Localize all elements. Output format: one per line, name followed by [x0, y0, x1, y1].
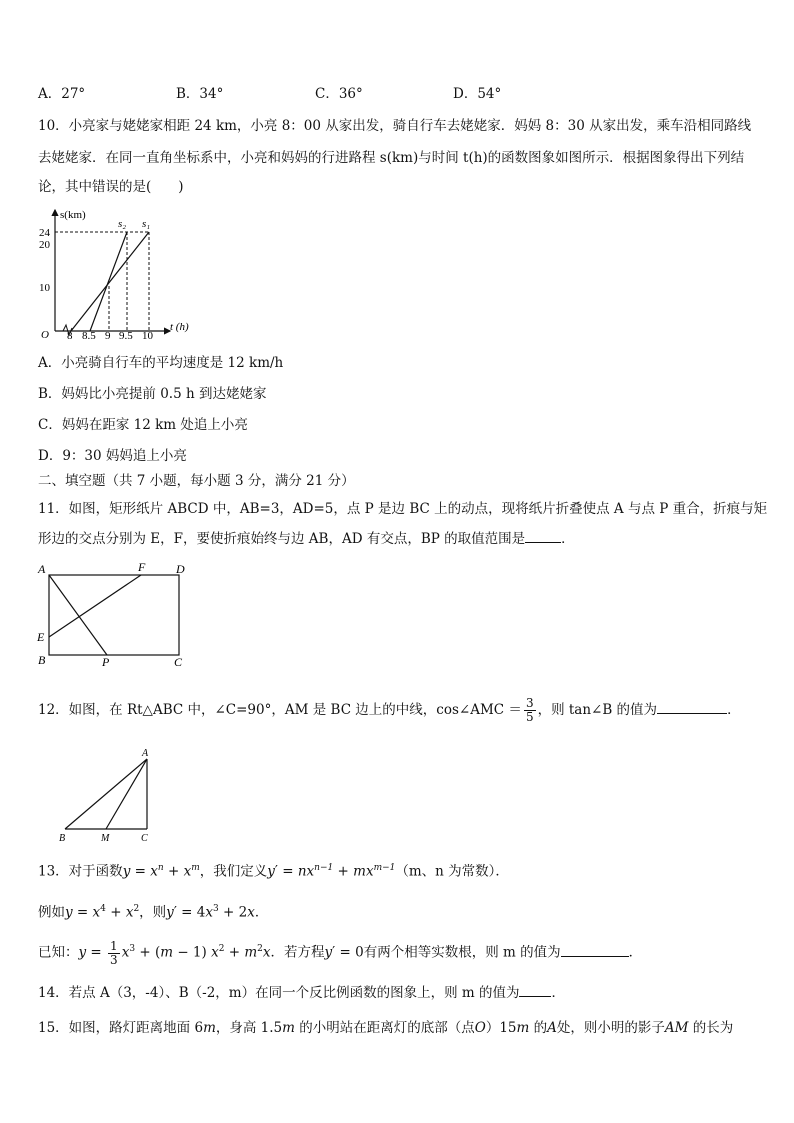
- label-a: A: [142, 748, 149, 759]
- y-tick-24: 24: [39, 227, 50, 239]
- q10-line1: 10．小亮家与姥姥家相距 24 km，小亮 8：00 从家出发，骑自行车去姥姥家．妈妈 8：30 从家出发，乘车沿相同路线: [38, 118, 752, 134]
- label-e: E: [37, 630, 45, 644]
- curve-label-s2: s₂: [118, 218, 127, 230]
- label-f: F: [138, 560, 146, 574]
- q13-answer-blank: [561, 944, 629, 957]
- q9-option-a: A．27°: [38, 86, 86, 102]
- q11-answer-blank: [525, 530, 561, 543]
- q13-line1: 13．对于函数$y = x^n + x^m$，我们定义$y' = nx^{n-1} + mx^{m-1}(m$、n 为常数）．: [38, 863, 509, 880]
- label-b: B: [59, 833, 66, 844]
- q12-figure: [55, 745, 165, 845]
- q15-text: 15．如图，路灯距离地面 6m，身高 1.5m 的小明站在距离灯的底部（点O）15m 的A处，则小明的影子AM 的长为: [38, 1020, 734, 1036]
- label-a: A: [38, 562, 46, 576]
- q9-option-b: B．34°: [176, 86, 224, 102]
- q12-text: 12．如图，在 Rt△ABC 中，∠C=90°，AM 是 BC 边上的中线，cos∠AMC ＝ $\frac{3}{5}$ ，则 tan∠B 的值为 ．: [38, 696, 741, 724]
- x-axis-label: t (h): [170, 321, 189, 333]
- q12-answer-blank: [657, 701, 727, 714]
- q14-answer-blank: [519, 984, 551, 997]
- q11-figure: [34, 560, 194, 672]
- segment-ap: [49, 575, 107, 655]
- q10-line3: 论，其中错误的是( ): [38, 179, 184, 195]
- q11-line2: 形边的交点分别为 E，F，要使折痕始终与边 AB，AD 有交点，BP 的取值范围是 ．: [38, 531, 575, 547]
- q10-option-d: D．9：30 妈妈追上小亮: [38, 448, 187, 464]
- x-tick-8: 8: [67, 330, 73, 342]
- y-axis-label: s(km): [60, 209, 86, 221]
- y-tick-20: 20: [39, 239, 50, 251]
- section-2-heading: 二、填空题（共 7 小题，每小题 3 分，满分 21 分）: [38, 473, 355, 489]
- origin-label: O: [41, 329, 49, 341]
- label-b: B: [38, 653, 46, 667]
- x-tick-8.5: 8.5: [82, 330, 96, 342]
- label-d: D: [176, 562, 185, 576]
- q9-option-c: C．36°: [315, 86, 363, 102]
- x-tick-9.5: 9.5: [119, 330, 133, 342]
- x-tick-9: 9: [105, 330, 111, 342]
- q13-line2: 例如$y = x^4 + x^2$，则$y' = 4x^3 + 2x$．: [38, 904, 269, 921]
- q10-line2: 去姥姥家．在同一直角坐标系中，小亮和妈妈的行进路程 s(km)与时间 t(h)的函数图象如图所示．根据图象得出下列结: [38, 150, 745, 166]
- q9-option-d: D．54°: [453, 86, 502, 102]
- label-m: M: [101, 833, 110, 844]
- q10-option-b: B．妈妈比小亮提前 0.5 h 到达姥姥家: [38, 386, 267, 402]
- x-tick-10: 10: [142, 330, 153, 342]
- line-s1: [71, 232, 149, 331]
- y-tick-10: 10: [39, 282, 50, 294]
- label-c: C: [174, 655, 183, 669]
- q12-fraction: $\frac{3}{5}$: [525, 696, 534, 724]
- label-c: C: [141, 833, 148, 844]
- q10-option-c: C．妈妈在距家 12 km 处追上小亮: [38, 417, 248, 433]
- label-p: P: [102, 655, 110, 669]
- q13-line3: 已知：y = $\frac{1}{3}$ $x^3 + (m - 1) x^2 + m^2x$．若方程y′ = 0有两个相等实数根，则 m 的值为 ．: [38, 938, 643, 967]
- rectangle-abcd: [49, 575, 179, 655]
- q11-line1: 11．如图，矩形纸片 ABCD 中，AB=3，AD=5，点 P 是边 BC 上的动点，现将纸片折叠使点 A 与点 P 重合，折痕与矩: [38, 501, 768, 517]
- crease-ef: [49, 575, 141, 637]
- curve-label-s1: s₁: [142, 218, 151, 230]
- q10-graph: [36, 205, 206, 340]
- q14-text: 14．若点 A（3，-4）、B（-2，m）在同一个反比例函数的图象上，则 m 的值为 ．: [38, 985, 565, 1001]
- q10-option-a: A．小亮骑自行车的平均速度是 12 km/h: [38, 355, 284, 371]
